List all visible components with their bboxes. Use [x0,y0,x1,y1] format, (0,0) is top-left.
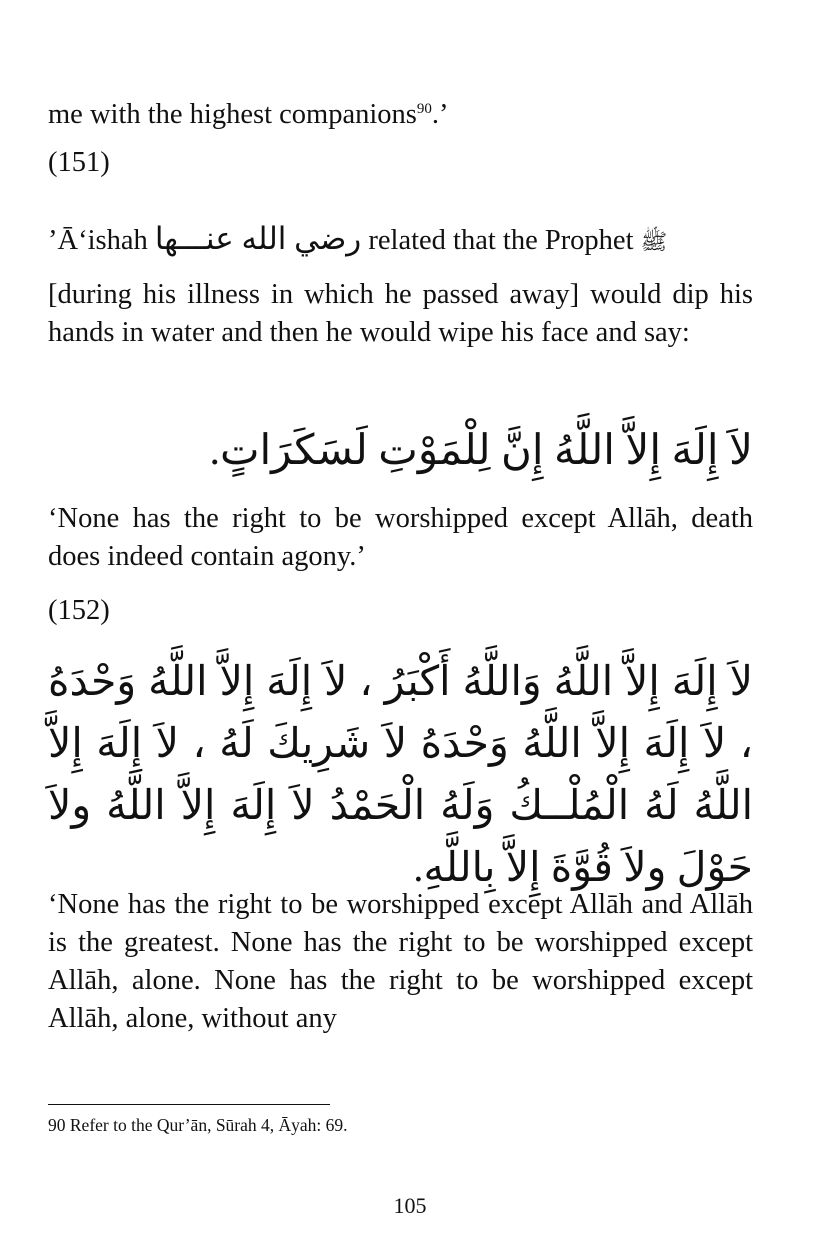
translation-151: ‘None has the right to be worshipped except Allāh, death does indeed contain agony.’ [48,503,753,572]
narrator-line [48,220,753,261]
arabic-supplication-151: لاَ إِلَهَ إِلاَّ اللَّهُ إِنَّ لِلْمَوْتِ لَسَكَرَاتٍ. [209,428,753,474]
translation-152: ‘None has the right to be worshipped except Allāh and Allāh is the greatest. None has the right to be worshipped except Allāh, alone. None has the right to be worshipped except Allāh, alone, without any [48,889,753,1034]
footnote-divider [48,1104,330,1105]
paragraph-151: [during his illness in which he passed away] would dip his hands in water and then he would wipe his face and say: [48,279,753,348]
footnote-90: 90 Refer to the Qur’ān, Sūrah 4, Āyah: 69. [48,1115,348,1135]
narrator-text: related that the Prophet [368,225,634,256]
hadith-number-151: (151) [48,147,110,178]
arabic-honorific: رضي الله عنـــها [154,221,362,256]
narrator-name: ’Ā‘ishah [48,225,148,256]
arabic-supplication-152: لاَ إِلَهَ إِلاَّ اللَّهُ وَاللَّهُ أَكْبَرُ ، لاَ إِلَهَ إِلاَّ اللَّهُ وَحْدَهُ ، لاَ إِلَهَ إِلاَّ اللَّهُ وَحْدَهُ لاَ شَرِيكَ لَهُ ، لاَ إِلَهَ إِلاَّ اللَّهُ لَهُ الْمُلْــكُ وَلَهُ الْحَمْدُ لاَ إِلَهَ إِلاَّ اللَّهُ ولاَ حَوْلَ ولاَ قُوَّةَ إِلاَّ بِاللَّهِ. [48,658,753,890]
footnote-ref-90[interactable]: 90 [416,101,432,117]
continuation-end: .’ [431,99,449,130]
hadith-number-152: (152) [48,595,110,626]
continuation-line [48,90,753,134]
salutation-glyph: ﷺ [640,229,668,254]
page-number: 105 [393,1193,427,1218]
continuation-text: me with the highest companions [48,99,417,130]
